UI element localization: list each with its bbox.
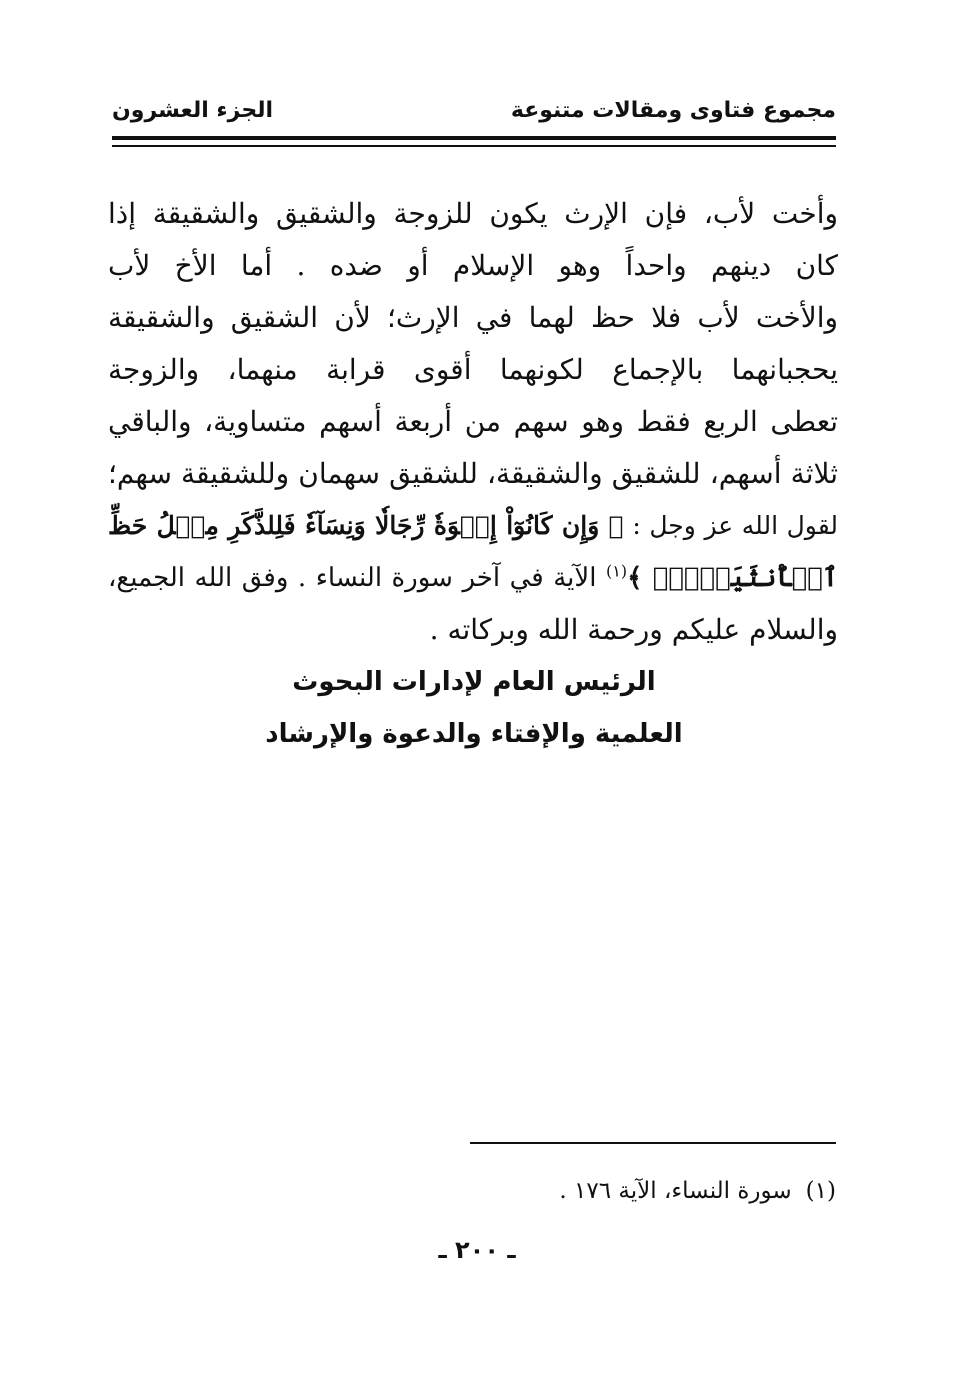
running-header	[112, 92, 836, 128]
body-line: يحجبانهما بالإجماع لكونهما أقوى قرابة منهما، والزوجة	[108, 353, 838, 386]
header-rule-thin	[112, 145, 836, 147]
signature-line-2: العلمية والإفتاء والدعوة والإرشاد	[265, 719, 683, 749]
body-line-closing: والسلام عليكم ورحمة الله وبركاته .	[429, 613, 838, 646]
footnote	[559, 1178, 836, 1204]
body-line-quran	[108, 500, 838, 552]
signature-block	[112, 656, 836, 760]
footnote-number: (١)	[805, 1178, 836, 1204]
header-rule-thick	[112, 136, 836, 140]
footnote-text: سورة النساء، الآية ١٧٦ .	[559, 1178, 792, 1204]
signature-line-1: الرئيس العام لإدارات البحوث	[292, 667, 656, 697]
quran-intro: لقول الله عز وجل :	[632, 511, 838, 540]
body-line: تعطى الربع فقط وهو سهم من أربعة أسهم متساوية، والباقي	[108, 405, 839, 438]
quran-verse-part1: ﴿ وَإِن كَانُوٓاْ إِخۡوَةٗ رِّجَالٗا وَنِسَآءٗ فَلِلذَّكَرِ مِثۡلُ حَظِّ	[108, 511, 624, 540]
verse-reference-text: الآية في آخر سورة النساء . وفق الله الجميع،	[108, 563, 597, 593]
body-text	[108, 188, 838, 656]
footnote-ref: (١)	[605, 561, 628, 581]
page-number: ـ ٢٠٠ ـ	[438, 1236, 516, 1264]
body-line-quran-end	[108, 552, 838, 604]
quran-verse-part2: ٱلۡأُنثَيَيۡنِۗ ﴾	[627, 563, 838, 593]
body-line: وأخت لأب، فإن الإرث يكون للزوجة والشقيق والشقيقة إذا	[108, 197, 838, 230]
volume-label: الجزء العشرون	[112, 97, 273, 123]
body-line: كان دينهم واحداً وهو الإسلام أو ضده . أما الأخ لأب	[108, 249, 838, 282]
body-line: والأخت لأب فلا حظ لهما في الإرث؛ لأن الشقيق والشقيقة	[108, 301, 838, 334]
body-line: ثلاثة أسهم، للشقيق والشقيقة، للشقيق سهمان وللشقيقة سهم؛	[108, 457, 838, 490]
footnote-separator	[470, 1142, 836, 1144]
book-title: مجموع فتاوى ومقالات متنوعة	[510, 97, 836, 123]
